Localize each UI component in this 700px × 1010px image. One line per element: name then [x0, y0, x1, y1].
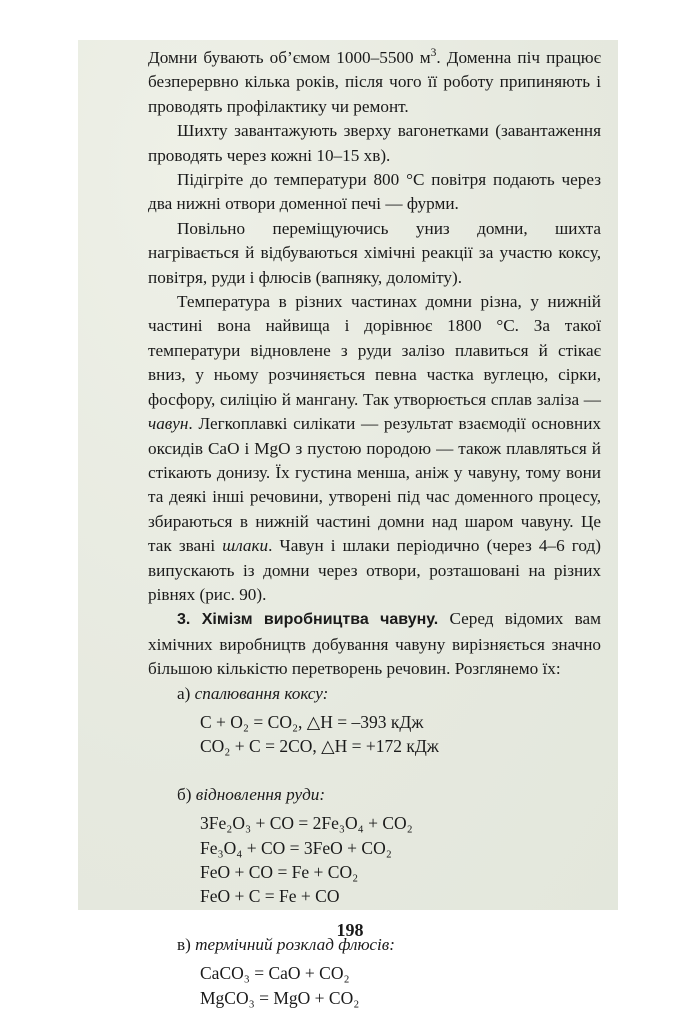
section-b-label: б) відновлення руди: — [177, 784, 326, 804]
equation: 3Fe₂O₃ + CO = 2Fe₃O₄ + CO₂ — [200, 813, 413, 834]
equation: MgCO₃ = MgO + CO₂ — [200, 987, 360, 1008]
body-text — [148, 46, 601, 1010]
term-slag: шлаки — [222, 536, 269, 556]
equations-coke-burning — [148, 710, 601, 759]
equations-ore-reduction — [148, 811, 601, 909]
equation: Fe₃O₄ + CO = 3FeO + CO₂ — [200, 837, 392, 858]
equation: FeO + C = Fe + CO — [200, 886, 340, 907]
paragraph-charge-moving: Повільно переміщуючись униз домни, шихта нагрівається й відбуваються хімічні реакції за участю коксу, повітря, руди і флюсів (вапняку, доломіту). — [148, 218, 601, 287]
equation: CO₂ + C = 2CO, △H = +172 кДж — [200, 736, 439, 757]
equation: FeO + CO = Fe + CO₂ — [200, 862, 359, 882]
page-number: 198 — [336, 920, 364, 940]
paragraph-chemistry-heading: 3. Хімізм виробництва чавуну. Серед відомих вам хімічних виробництв добування чавуну вирізняється значно більшою кількістю перетворень речовин. Розглянемо їх: — [148, 609, 601, 679]
section-a-label: а) спалювання коксу: — [177, 683, 329, 703]
equation: C + O₂ = CO₂, △H = –393 кДж — [200, 711, 424, 732]
section-heading: 3. Хімізм виробництва чавуну. — [177, 611, 439, 629]
paragraph-charge-loading: Шихту завантажують зверху вагонетками (завантаження проводять через кожні 10–15 хв). — [148, 121, 601, 165]
section-c-label: в) термічний розклад флюсів: — [177, 934, 395, 954]
term-cast-iron: чавун — [148, 414, 189, 434]
paragraph-heated-air: Підігріте до температури 800 °С повітря подають через два нижні отвори доменної печі — фурми. — [148, 170, 601, 214]
equation: CaCO₃ = CaO + CO₂ — [200, 963, 350, 984]
equations-flux-decomposition — [148, 961, 601, 1010]
paragraph-furnace-volume: Домни бувають об’ємом 1000–5500 $м^3$. Доменна піч працює безперервно кілька років, після чого її роботу припиняють і проводять профілактику чи ремонт. — [148, 47, 601, 116]
paragraph-temperature: Температура в різних частинах домни різна, у нижній частині вона найвища і дорівнює 1800 °С. За такої температури відновлене з руди залізо плавиться й стікає вниз, у ньому розчиняється певна частка вуглецю, сірки, фосфору, силіцію й мангану. Так утворюється сплав заліза — чавун. Легкоплавкі силікати — результат взаємодії основних оксидів CaO і MgO з пустою породою — також плавляться й стікають донизу. Їх густина менша, аніж у чавуну, тому вони та деякі інші речовини, утворені під час доменного процесу, збираються в нижній частині домни над шаром чавуну. Це так звані шлаки. Чавун і шлаки періодично (через 4–6 год) випускають із домни через отвори, розташовані на різних рівнях (рис. 90). — [148, 292, 601, 604]
